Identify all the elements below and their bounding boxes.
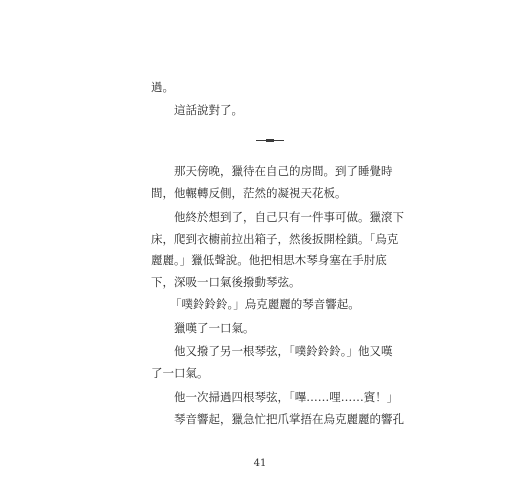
text-line: 「噗鈴鈴鈴。」烏克麗麗的琴音響起。 xyxy=(170,297,360,311)
text-line: 這話說對了。 xyxy=(174,103,243,117)
text-line: 他終於想到了，自己只有一件事可做。獵滾下 xyxy=(174,210,404,224)
text-line: 間，他輾轉反側，茫然的凝視天花板。 xyxy=(151,186,347,200)
text-line: 那天傍晚，獵待在自己的房間。到了睡覺時 xyxy=(174,164,393,178)
text-line: 琴音響起，獵急忙把爪掌捂在烏克麗麗的響孔 xyxy=(174,412,404,426)
text-line: 他又撥了另一根琴弦，「噗鈴鈴鈴。」他又嘆 xyxy=(174,344,393,358)
section-divider xyxy=(256,137,284,145)
page-number: 41 xyxy=(253,458,267,469)
text-line: 床，爬到衣櫥前拉出箱子，然後扳開栓鎖。「烏克 xyxy=(151,232,399,246)
text-line: 下，深吸一口氣後撥動琴弦。 xyxy=(151,275,301,289)
text-line: 他一次掃過四根琴弦，「嗶……哩……賓！」 xyxy=(174,390,399,404)
text-line: 過。 xyxy=(151,80,174,94)
text-line: 了一口氣。 xyxy=(151,366,209,380)
text-line: 麗麗。」獵低聲說。他把相思木琴身塞在手肘底 xyxy=(151,253,387,267)
text-line: 獵嘆了一口氣。 xyxy=(174,321,255,335)
